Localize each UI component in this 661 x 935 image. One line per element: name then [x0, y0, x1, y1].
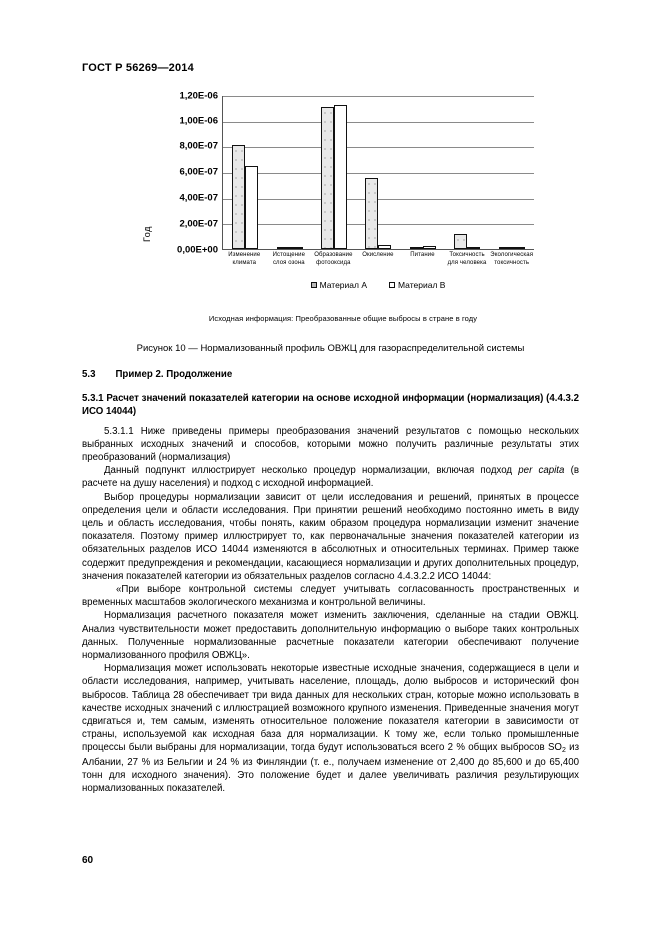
document-body	[82, 368, 579, 795]
paragraph-text-part: Нормализация может использовать некоторые известные исходные значения, содержащиеся в цели и области исследования, например, учитывать население, площадь, долю выбросов и исторический фон выбросов. Таблица 28 обеспечивает три вида данных для нескольких стран, которые можно использовать в качестве исходных значений с иллюстрацией возможного крупного изменения. Приведенные значения могут сдвигаться и, тем самым, изменять относительное положение показателя категории в зависимости от страны, используемой как исходная база для нормализации. К тому же, если только промышленные процессы были выбраны для нормализации, тогда будут использоваться всего 2 % общих выбросов SO	[82, 663, 579, 754]
chart-category-group	[490, 96, 534, 249]
figure-caption: Рисунок 10 — Нормализованный профиль ОВЖЦ для газораспределительной системы	[136, 343, 525, 354]
chart-bar	[365, 178, 378, 249]
page-header-standard-number: ГОСТ Р 56269—2014	[82, 62, 194, 74]
paragraph-reference-values	[82, 662, 579, 795]
paragraph-quote-opening: «При выборе контрольной системы следует учитывать согласованность пространственных и временных масштабов экологического механизма и контрольной величины.	[82, 584, 579, 609]
chart-category-group	[401, 96, 445, 249]
chart-category-group	[356, 96, 400, 249]
legend-item-material-b	[389, 280, 445, 290]
paragraph-text-part: (в расчете на душу населения) и подход с исходной информацией.	[82, 465, 579, 490]
paragraph-italic-term: per capita	[518, 465, 565, 477]
y-tick-label: 4,00E-07	[179, 192, 218, 204]
y-tick-label: 1,00E-06	[179, 115, 218, 127]
x-tick-label: Питание	[410, 252, 435, 258]
chart-bar	[245, 166, 258, 249]
x-tick-label: Изменение климата	[228, 252, 261, 266]
legend-label: Материал В	[398, 280, 446, 290]
chart-plot-area	[222, 96, 534, 250]
chart-y-axis-title: Год	[142, 226, 152, 242]
chart-source-note: Исходная информация: Преобразованные общие выбросы в стране в году	[208, 314, 478, 323]
legend-item-material-a	[311, 280, 367, 290]
paragraph-text-part: из Албании, 27 % из Бельгии и 24 % из Финляндии (т. е., получаем изменение от 2,400 до 85,600 и до 65,400 тонн для исходного значения). Это положение будет и далее увеличивать различия результирующих нормализованных показателей.	[82, 742, 580, 795]
normalized-lcia-profile-chart	[142, 90, 538, 323]
legend-label: Материал А	[319, 280, 367, 290]
y-tick-label: 1,20E-06	[179, 90, 218, 102]
chart-bar	[454, 234, 467, 249]
paragraph-normalization-effect: Нормализация расчетного показателя может изменить заключения, сделанные на стадии ОВЖЦ. Анализ чувствительности может предоставить дополнительную информацию о выборе таких контрольных данных. Полученные нормализованные расчетные показатели категории обеспечивают получение нормализованного профиля ОВЖЦ».	[82, 610, 579, 662]
chart-category-group	[312, 96, 356, 249]
paragraph-text-part: Данный подпункт иллюстрирует несколько процедур нормализации, включая подход	[104, 465, 519, 477]
section-title: Пример 2. Продолжение	[115, 369, 233, 380]
section-heading-5-3-1: 5.3.1 Расчет значений показателей категории на основе исходной информации (нормализация) (4.4.3.2 ИСО 14044)	[82, 393, 579, 418]
chart-bars-container	[223, 96, 534, 249]
y-tick-label: 8,00E-07	[179, 140, 218, 152]
y-tick-label: 2,00E-07	[179, 218, 218, 230]
paragraph-normalization-procedures	[82, 464, 579, 490]
section-heading-5-3	[82, 368, 579, 381]
x-tick-label: Экологическая токсичность	[490, 252, 534, 266]
chart-category-group	[223, 96, 267, 249]
chart-category-group	[267, 96, 311, 249]
chart-bar	[512, 247, 525, 249]
y-tick-label: 6,00E-07	[179, 166, 218, 178]
chart-bar	[423, 246, 436, 249]
chart-bar	[467, 247, 480, 249]
chart-bar	[378, 245, 391, 249]
chart-bar	[410, 247, 423, 249]
chemical-subscript: 2	[561, 747, 566, 755]
chart-bar	[321, 107, 334, 249]
chart-bar	[277, 247, 290, 249]
chart-legend	[222, 280, 534, 290]
chart-bar	[232, 145, 245, 249]
legend-swatch-icon	[311, 282, 317, 288]
x-tick-label: Окисление	[362, 252, 394, 258]
y-tick-label: 0,00E+00	[177, 244, 218, 256]
x-tick-label: Токсичность для человека	[447, 252, 487, 266]
section-number: 5.3	[82, 369, 96, 380]
x-tick-label: Истощение слоя озона	[272, 252, 306, 266]
paragraph-5-3-1-1: 5.3.1.1 Ниже приведены примеры преобразования значений результатов с помощью нескольких выбранных исходных значений и способов, которыми можно получить различные результаты этих преобразований (нормализация)	[82, 425, 579, 464]
chart-bar	[499, 247, 512, 249]
x-tick-label: Образование фотооксида	[314, 252, 353, 266]
paragraph-procedure-choice: Выбор процедуры нормализации зависит от цели исследования и решений, принятых в процессе определения цели и области исследования. При принятии решений необходимо постоянно иметь в виду цель и область исследования, чтобы понять, каким образом процедура нормализации изменит значение показателя. Поэтому пример иллюстрирует то, как первоначальные значения показателей категории из обязательных разделов ИСО 14044 изменяются в абсолютных и относительных терминах. Пример также содержит предупреждения и рекомендации, касающиеся нормализации и других дополнительных процедур, значения показателей категории из обязательных разделов согласно 4.4.3.2.2 ИСО 14044:	[82, 491, 579, 582]
page-number: 60	[82, 855, 94, 866]
chart-category-group	[445, 96, 489, 249]
chart-bar	[334, 105, 347, 249]
chart-y-axis-tick-labels	[156, 90, 218, 256]
chart-bar	[290, 247, 303, 249]
legend-swatch-icon	[389, 282, 395, 288]
